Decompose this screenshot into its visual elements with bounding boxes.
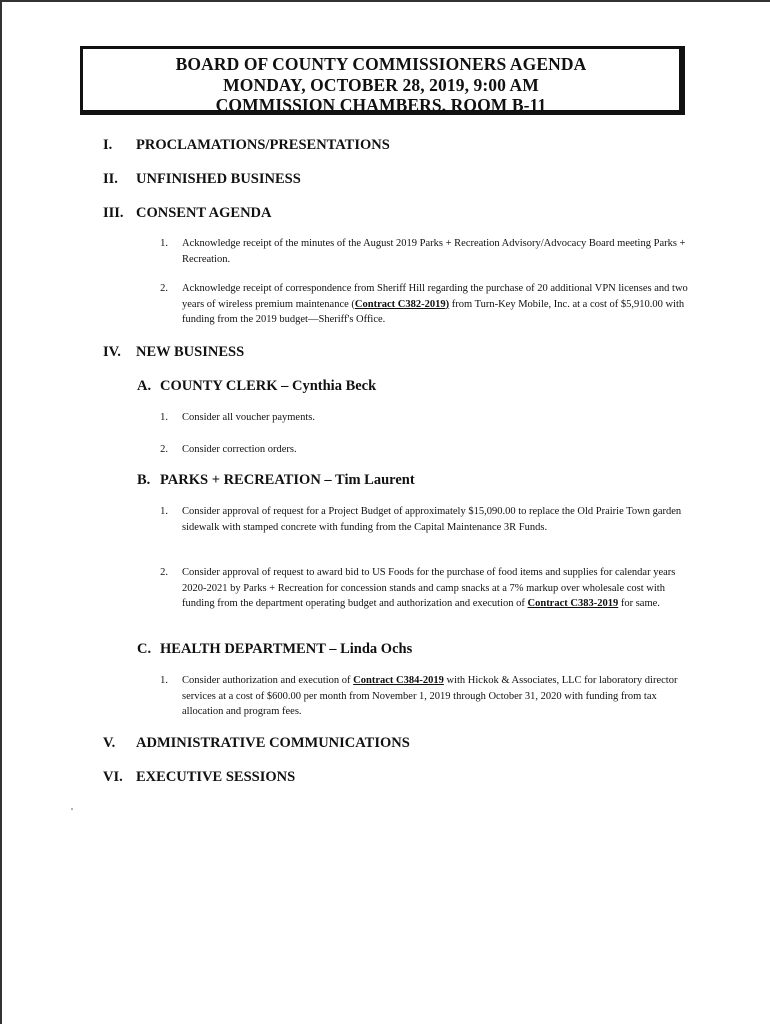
item-text-end: from Turn-Key Mobile, Inc. at a cost of $5,910.00 with funding from the 2019 budget—Sheriff's Office.	[182, 298, 685, 325]
section-heading: NEW BUSINESS	[136, 344, 245, 360]
item-text	[182, 673, 692, 720]
section-heading: CONSENT AGENDA	[136, 205, 272, 221]
contract-link-c382[interactable]: Contract C382-2019)	[354, 298, 450, 310]
item-text-end: with Hickok & Associates, LLC for laboratory director services at a cost of $600.00 per month from November 1, 2019 through October 31, 2020 with funding from tax allocation and program fees.	[182, 675, 678, 717]
subsection-heading: COUNTY CLERK – Cynthia Beck	[160, 378, 377, 394]
item-number: 2.	[160, 567, 168, 578]
page-edge-left	[0, 0, 2, 1024]
item-text: Consider correction orders.	[182, 444, 297, 455]
subsection-parks-recreation	[137, 472, 415, 489]
subsection-letter: A.	[137, 378, 152, 394]
section-number: IV.	[103, 344, 121, 360]
section-number: VI.	[103, 769, 123, 785]
item-text: Consider all voucher payments.	[182, 412, 315, 423]
meeting-location: COMMISSION CHAMBERS, ROOM B-11	[215, 95, 547, 115]
item-text: Acknowledge receipt of the minutes of the August 2019 Parks + Recreation Advisory/Advocacy Board meeting Parks + Recreation.	[182, 238, 686, 265]
subsection-heading: PARKS + RECREATION – Tim Laurent	[160, 472, 415, 488]
subsection-county-clerk	[137, 378, 376, 395]
section-number: V.	[103, 735, 116, 751]
section-heading: PROCLAMATIONS/PRESENTATIONS	[136, 137, 390, 153]
section-heading: UNFINISHED BUSINESS	[136, 171, 301, 187]
item-number: 1.	[160, 238, 168, 249]
page-edge-top	[0, 0, 770, 2]
section-number: I.	[103, 137, 113, 153]
subsection-health-department	[137, 641, 412, 658]
item-text	[182, 281, 692, 328]
section-heading: ADMINISTRATIVE COMMUNICATIONS	[136, 735, 410, 751]
item-text-start: Acknowledge receipt of correspondence from Sheriff Hill regarding the purchase of 20 additional VPN licenses and two years of wireless premium maintenance (	[182, 283, 688, 310]
subsection-letter: C.	[137, 641, 152, 657]
subsection-heading: HEALTH DEPARTMENT – Linda Ochs	[160, 641, 413, 657]
item-number: 1.	[160, 412, 168, 423]
subsection-letter: B.	[137, 472, 151, 488]
meeting-date: MONDAY, OCTOBER 28, 2019, 9:00 AM	[223, 74, 539, 95]
item-number: 1.	[160, 675, 168, 686]
item-number: 2.	[160, 444, 168, 455]
item-number: 1.	[160, 506, 168, 517]
item-text: Consider approval of request for a Project Budget of approximately $15,090.00 to replace the Old Prairie Town garden sidewalk with stamped concrete with funding from the Capital Maintenance 3R Funds.	[182, 506, 682, 533]
agenda-title-box	[80, 46, 685, 115]
scan-speck	[71, 808, 73, 810]
section-heading: EXECUTIVE SESSIONS	[136, 769, 296, 785]
section-number: III.	[103, 205, 124, 221]
item-text-start: Consider approval of request to award bid to US Foods for the purchase of food items and supplies for calendar years 2020-2021 by Parks + Recreation for concession stands and camp snacks at a 7% markup over wholesale cost with funding from the department operating budget and authorization and execution of	[182, 567, 676, 609]
agenda-title: BOARD OF COUNTY COMMISSIONERS AGENDA	[175, 54, 587, 74]
item-text-start: Consider authorization and execution of	[182, 675, 354, 686]
item-number: 2.	[160, 283, 168, 294]
item-text	[182, 565, 692, 612]
contract-link-c384[interactable]: Contract C384-2019	[353, 675, 444, 686]
item-text-end: for same.	[618, 598, 660, 609]
section-number: II.	[103, 171, 118, 187]
contract-link-c383[interactable]: Contract C383-2019	[527, 598, 619, 609]
